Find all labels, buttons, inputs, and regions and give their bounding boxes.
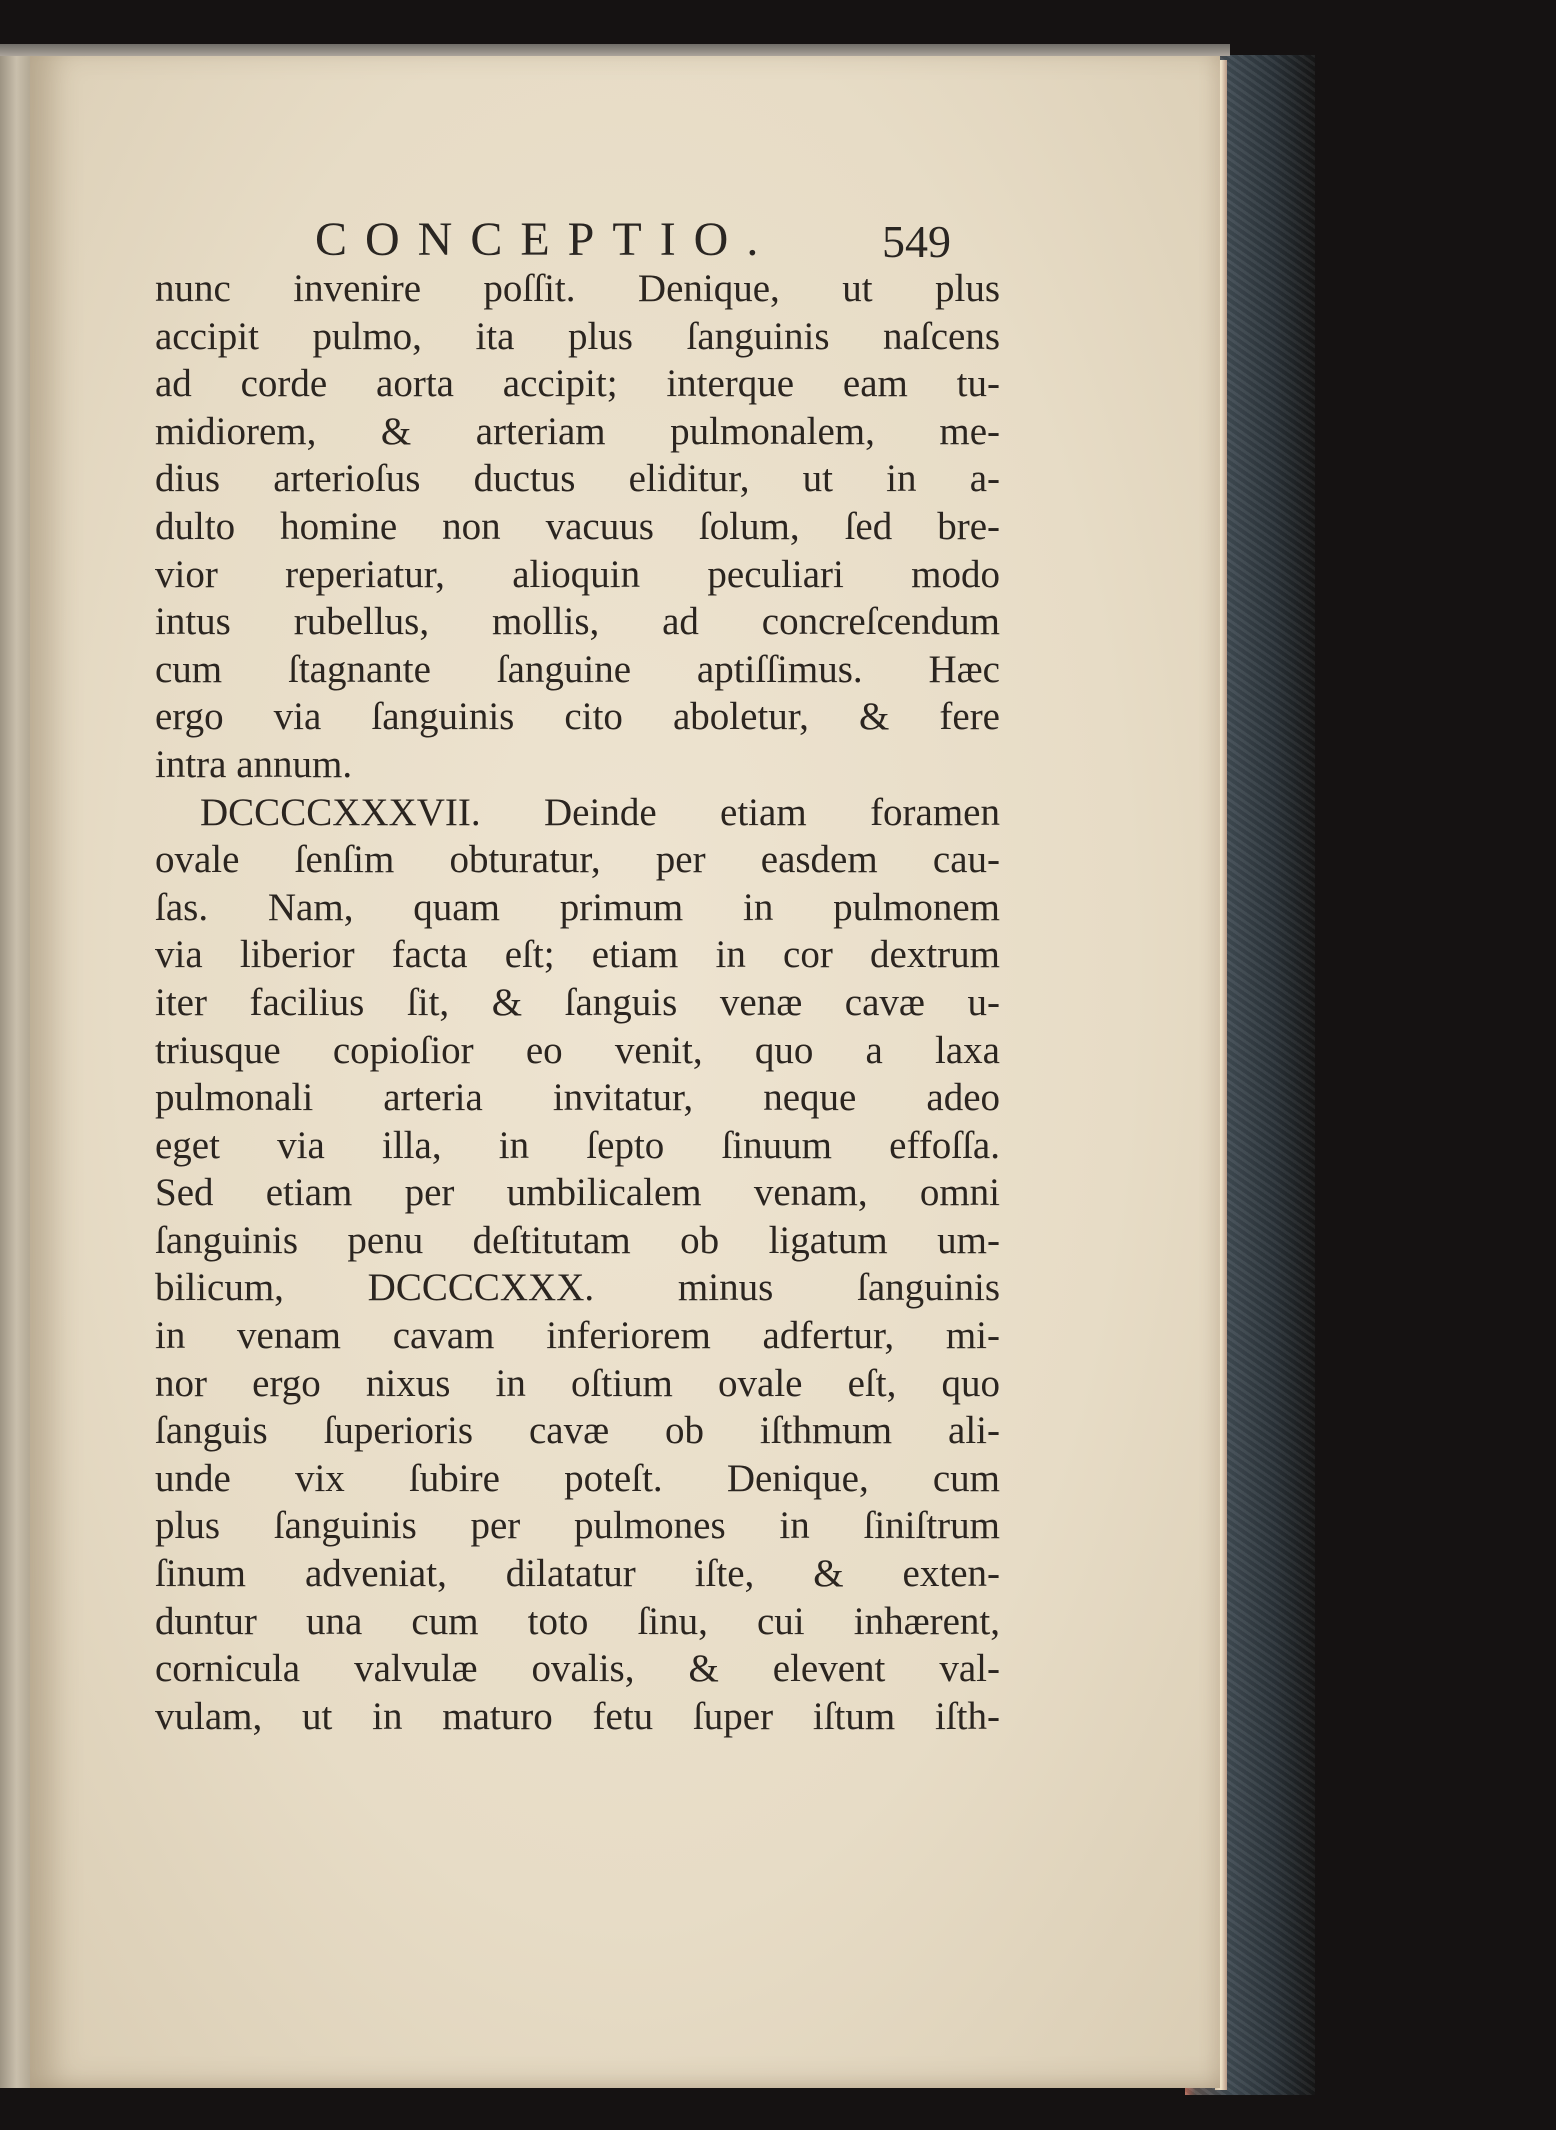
text-line: vulam, ut in maturo fetu ſuper iſtum iſth- (155, 1694, 1000, 1738)
text-line: ergo via ſanguinis cito aboletur, & fere (155, 695, 1000, 739)
text-line: cum ſtagnante ſanguine aptiſſimus. Hæc (155, 647, 1000, 691)
text-line: pulmonali arteria invitatur, neque adeo (155, 1076, 1000, 1120)
section-start-line: DCCCCXXXVII. Deinde etiam foramen (200, 790, 1000, 834)
text-line: in venam cavam inferiorem adfertur, mi- (155, 1314, 1000, 1358)
text-line: dulto homine non vacuus ſolum, ſed bre- (155, 504, 1000, 548)
text-line: vior reperiatur, alioquin peculiari modo (155, 552, 1000, 596)
text-line: ſinum adveniat, dilatatur iſte, & exten- (155, 1552, 1000, 1596)
text-line: plus ſanguinis per pulmones in ſiniſtrum (155, 1504, 1000, 1548)
text-line: unde vix ſubire poteſt. Denique, cum (155, 1456, 1000, 1500)
text-line: nunc invenire poſſit. Denique, ut plus (155, 267, 1000, 310)
text-line: ad corde aorta accipit; interque eam tu- (155, 362, 1000, 406)
text-line: accipit pulmo, ita plus ſanguinis naſcens (155, 314, 1000, 358)
text-line: ſanguis ſuperioris cavæ ob iſthmum ali- (155, 1409, 1000, 1453)
previous-page-edge (0, 48, 30, 2088)
text-line: Sed etiam per umbilicalem venam, omni (155, 1171, 1000, 1215)
text-line: intra annum. (155, 742, 353, 786)
running-title: CONCEPTIO. (315, 213, 777, 266)
page-number: 549 (882, 216, 951, 267)
text-line: eget via illa, in ſepto ſinuum effoſſa. (155, 1123, 1000, 1167)
text-line: midiorem, & arteriam pulmonalem, me- (155, 409, 1000, 453)
text-line: ovale ſenſim obturatur, per easdem cau- (155, 838, 1000, 882)
text-line: ſas. Nam, quam primum in pulmonem (155, 885, 1000, 929)
text-line: intus rubellus, mollis, ad concreſcendum (155, 600, 1000, 644)
running-head (120, 210, 1040, 270)
text-line: via liberior facta eſt; etiam in cor dextrum (155, 933, 1000, 977)
top-page-edge (0, 44, 1230, 56)
text-line: ſanguinis penu deſtitutam ob ligatum um- (155, 1218, 1000, 1262)
text-line: iter facilius ſit, & ſanguis venæ cavæ u- (155, 980, 1000, 1024)
text-line: dius arterioſus ductus eliditur, ut in a- (155, 457, 1000, 501)
text-line: duntur una cum toto ſinu, cui inhærent, (155, 1599, 1000, 1643)
body-text (155, 265, 1000, 1740)
text-line: bilicum, DCCCCXXX. minus ſanguinis (155, 1266, 1000, 1310)
text-line: triusque copioſior eo venit, quo a laxa (155, 1028, 1000, 1072)
text-line: cornicula valvulæ ovalis, & elevent val- (155, 1647, 1000, 1691)
text-line: nor ergo nixus in oſtium ovale eſt, quo (155, 1361, 1000, 1405)
